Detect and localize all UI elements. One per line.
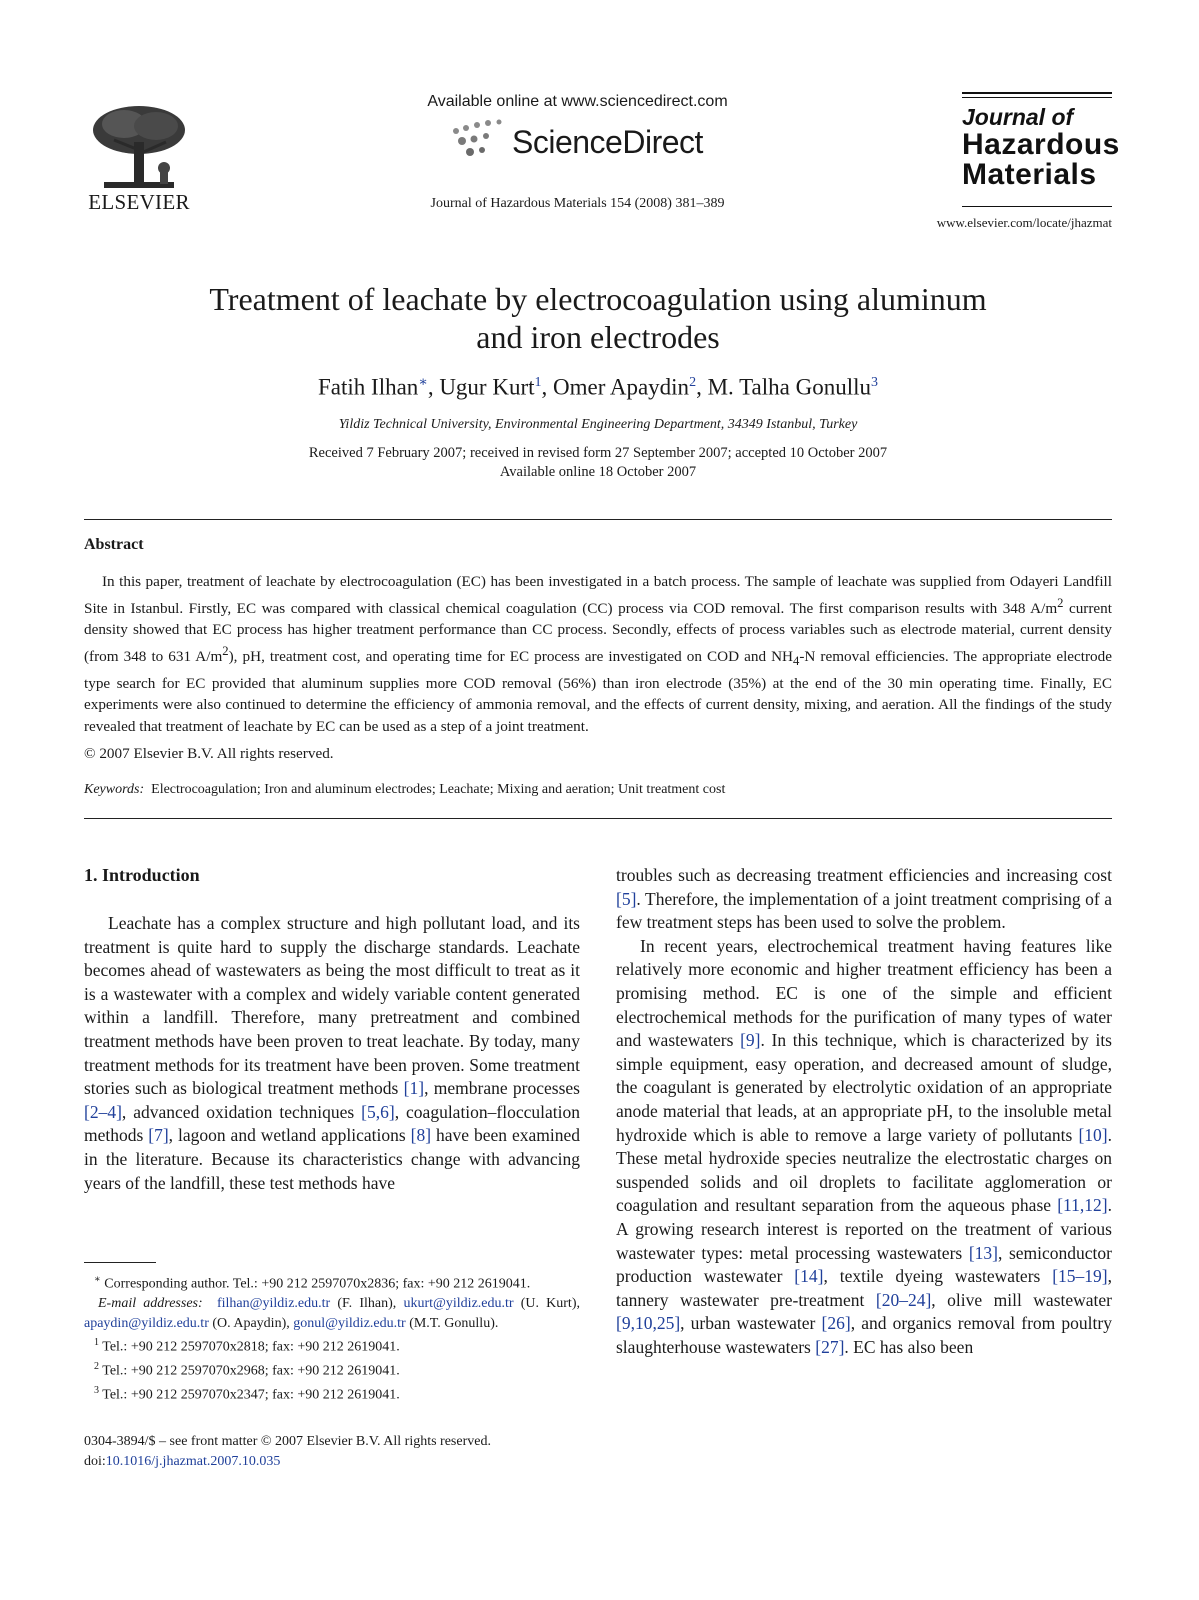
email-link[interactable]: filhan@yildiz.edu.tr — [216, 1296, 331, 1312]
body-text: Leachate has a complex structure and high pollutant load, and its treatment is quite hard to supply the discharge standards. Leachate becomes ahead of wastewaters as being the most difficult to treat as it is a wastewater with a complex and widely variable content generated within a landfill. Therefore, many pretreatment and combined treatment methods have been proven to treat leachate. By today, many treatment methods for its treatment have been proven. Some treatment stories such as biological treatment methods — [84, 913, 580, 1099]
footnote-3 — [84, 1381, 580, 1405]
article-title-line1: Treatment of leachate by electrocoagulation using aluminum — [209, 281, 987, 317]
body-text: , textile dyeing wastewaters — [823, 1266, 1053, 1287]
abstract-heading: Abstract — [84, 536, 144, 553]
abstract-copyright: © 2007 Elsevier B.V. All rights reserved. — [84, 745, 334, 762]
email-label: E-mail addresses: — [98, 1296, 203, 1312]
citation-link[interactable]: [14] — [794, 1266, 824, 1287]
author-mark[interactable]: 3 — [871, 375, 878, 390]
citation-link[interactable]: [7] — [148, 1125, 169, 1146]
body-text: In recent years, electrochemical treatment having features like relatively more economic and higher treatment efficiency has been a promising method. EC is one of the simple and efficient electrochemical methods for the purification of many types of water and wastewaters — [616, 935, 1112, 1051]
journal-name-line1: Journal of — [962, 104, 1074, 130]
author-name: Ugur Kurt — [439, 374, 535, 400]
journal-rule — [962, 206, 1112, 207]
available-online-date: Available online 18 October 2007 — [499, 464, 697, 480]
footnote-text: (O. Apaydin), — [208, 1315, 294, 1331]
body-text: , membrane processes — [424, 1078, 580, 1099]
citation-link[interactable]: [9] — [740, 1030, 761, 1051]
citation-link[interactable]: [11,12] — [1057, 1195, 1108, 1216]
citation-link[interactable]: [1] — [403, 1078, 425, 1099]
journal-rule — [962, 92, 1112, 94]
journal-name — [962, 104, 1120, 191]
article-history — [100, 444, 1096, 482]
abstract-sup: 2 — [222, 643, 229, 658]
footnote-text: Tel.: +90 212 2597070x2968; fax: +90 212 2619041. — [102, 1363, 400, 1379]
body-text: , advanced oxidation techniques — [121, 1101, 362, 1122]
sciencedirect-wordmark: ScienceDirect — [512, 124, 703, 160]
body-text: , lagoon and wetland applications — [168, 1125, 411, 1146]
footnote-text: (M.T. Gonullu). — [405, 1315, 499, 1331]
citation-link[interactable]: [9,10,25] — [616, 1313, 681, 1334]
author-name: Omer Apaydin — [553, 374, 690, 400]
journal-name-line3: Materials — [962, 158, 1097, 191]
abstract-seg: ), pH, treatment cost, and operating time for EC process are investigated on COD and NH — [228, 647, 794, 665]
body-text: . Therefore, the implementation of a joint treatment comprising of a few treatment steps has been used to solve the problem. — [616, 888, 1112, 933]
author-name: Fatih Ilhan — [318, 374, 419, 400]
doi-line — [84, 1452, 604, 1472]
keywords-list: Electrocoagulation; Iron and aluminum electrodes; Leachate; Mixing and aeration; Unit treatment cost — [151, 782, 726, 797]
journal-rule — [962, 97, 1112, 98]
citation-link[interactable]: [27] — [815, 1336, 845, 1357]
footnote-rule — [84, 1262, 156, 1263]
body-text: . A growing research interest is reported on the treatment of various wastewater types: metal processing wastewaters — [616, 1195, 1112, 1263]
footnote-mark: 3 — [94, 1385, 99, 1397]
article-title-line2: and iron electrodes — [476, 319, 720, 355]
body-text: . EC has also been — [844, 1336, 974, 1357]
body-text: , olive mill wastewater — [931, 1289, 1112, 1310]
body-text: troubles such as decreasing treatment efficiencies and increasing cost — [616, 865, 1112, 885]
abstract-seg: current density showed that EC process has higher treatment performance than CC process. Secondly, effects of process variables such as electrode material, current density (from 348 to 631 A/m — [84, 599, 1112, 665]
section-heading: 1. Introduction — [84, 865, 200, 885]
divider — [84, 818, 1112, 819]
author-mark[interactable]: 1 — [534, 375, 542, 390]
abstract-seg: In this paper, treatment of leachate by electrocoagulation (EC) has been investigated in a batch process. The sample of leachate was supplied from Odayeri Landfill Site in Istanbul. Firstly, EC was compared with classical chemical coagulation (CC) process via COD removal. The first comparison results with 348 A/m — [84, 573, 1112, 617]
issn-line: 0304-3894/$ – see front matter © 2007 Elsevier B.V. All rights reserved. — [84, 1434, 491, 1449]
body-text: , and organics removal from poultry slaughterhouse wastewaters — [616, 1313, 1112, 1357]
body-text: , semiconductor production wastewater — [616, 1242, 1113, 1287]
citation-link[interactable]: [15–19] — [1052, 1266, 1108, 1287]
author-mark[interactable]: ∗ — [418, 375, 428, 390]
footnote-text: (U. Kurt), — [513, 1296, 580, 1312]
footnote-text: (F. Ilhan), — [330, 1296, 404, 1312]
available-online-text: Available online at www.sciencedirect.com — [427, 93, 728, 110]
body-text: . These metal hydroxide species neutralize the electrostatic charges on suspended solids and oil droplets to facilitate agglomeration or coagulation and resultant separation from the aqueous phase — [616, 1124, 1112, 1216]
email-link[interactable]: gonul@yildiz.edu.tr — [293, 1315, 406, 1331]
author-mark[interactable]: 2 — [689, 375, 697, 390]
citation-link[interactable]: [5] — [616, 888, 637, 909]
keywords — [84, 782, 1112, 798]
column-right — [616, 864, 1112, 1359]
author-name: M. Talha Gonullu — [707, 374, 871, 400]
column-left — [84, 912, 580, 1195]
footnote-text: Tel.: +90 212 2597070x2818; fax: +90 212 2619041. — [102, 1339, 400, 1355]
citation-link[interactable]: [13] — [968, 1242, 998, 1263]
doi-label: doi: — [84, 1453, 106, 1469]
elsevier-wordmark: ELSEVIER — [88, 190, 190, 214]
body-text: , urban wastewater — [680, 1313, 822, 1334]
sciencedirect-dots-icon — [446, 117, 521, 162]
citation-link[interactable]: [5,6] — [361, 1101, 395, 1122]
doi-link[interactable]: 10.1016/j.jhazmat.2007.10.035 — [105, 1453, 281, 1469]
footnote-text: Tel.: +90 212 2597070x2347; fax: +90 212 2619041. — [102, 1388, 400, 1404]
body-text: have been examined in the literature. Because its characteristics change with advancing years of the landfill, these test methods have — [84, 1125, 580, 1193]
abstract-sub: 4 — [793, 653, 800, 668]
journal-name-line2: Hazardous — [962, 128, 1120, 161]
footnote-1 — [84, 1333, 580, 1357]
citation-link[interactable]: [20–24] — [875, 1289, 932, 1310]
divider — [84, 519, 1112, 520]
front-matter — [84, 1432, 604, 1471]
footnote-2 — [84, 1357, 580, 1381]
received-dates: Received 7 February 2007; received in revised form 27 September 2007; accepted 10 October 2007 — [308, 445, 888, 461]
footnotes — [84, 1270, 580, 1406]
abstract-text — [84, 571, 1112, 737]
body-text: , coagulation–flocculation methods — [84, 1101, 580, 1146]
citation-link[interactable]: [26] — [821, 1313, 851, 1334]
affiliation: Yildiz Technical University, Environmental Engineering Department, 34349 Istanbul, Turkey — [338, 417, 858, 432]
body-text: . In this technique, which is characterized by its simple equipment, easy operation, and decreased amount of sludge, the coagulant is generated by electrolytic oxidation of an appropriate anode material that leads, at an appropriate pH, to the insoluble metal hydroxide which is able to remove a large variety of pollutants — [616, 1030, 1112, 1145]
abstract-seg: -N removal efficiencies. The appropriate electrode type search for EC provided that aluminum supplies more COD removal (56%) than iron electrode (35%) at the end of the 30 min operating time. Finally, EC experiments were also continued to determine the efficiency of ammonia removal, and the effects of current density, mixing, and aeration. All the findings of the study revealed that treatment of leachate by EC can be used as a step of a joint treatment. — [84, 647, 1112, 735]
author-list: Fatih Ilhan∗, Ugur Kurt$^1$, Omer Apaydin$^2$, M. Talha Gonullu$^3$ — [318, 374, 878, 400]
footnote-corresponding — [84, 1270, 580, 1333]
journal-citation: Journal of Hazardous Materials 154 (2008) 381–389 — [430, 196, 725, 211]
citation-link[interactable]: [10] — [1078, 1124, 1108, 1145]
citation-link[interactable]: [8] — [410, 1125, 432, 1146]
footnote-mark: 1 — [94, 1337, 99, 1349]
keywords-label: Keywords: — [84, 782, 145, 797]
footnote-mark: 2 — [94, 1361, 99, 1373]
citation-link[interactable]: [2–4] — [84, 1101, 122, 1122]
email-link[interactable]: ukurt@yildiz.edu.tr — [403, 1296, 514, 1312]
abstract-sup: 2 — [1057, 595, 1064, 610]
footnote-mark: ∗ — [94, 1274, 101, 1285]
journal-url[interactable]: www.elsevier.com/locate/jhazmat — [936, 215, 1112, 230]
body-text: , tannery wastewater pre-treatment — [616, 1266, 1112, 1310]
article-title — [100, 280, 1096, 356]
email-link[interactable]: apaydin@yildiz.edu.tr — [84, 1315, 209, 1331]
footnote-text: Corresponding author. Tel.: +90 212 2597070x2836; fax: +90 212 2619041. — [104, 1276, 531, 1292]
